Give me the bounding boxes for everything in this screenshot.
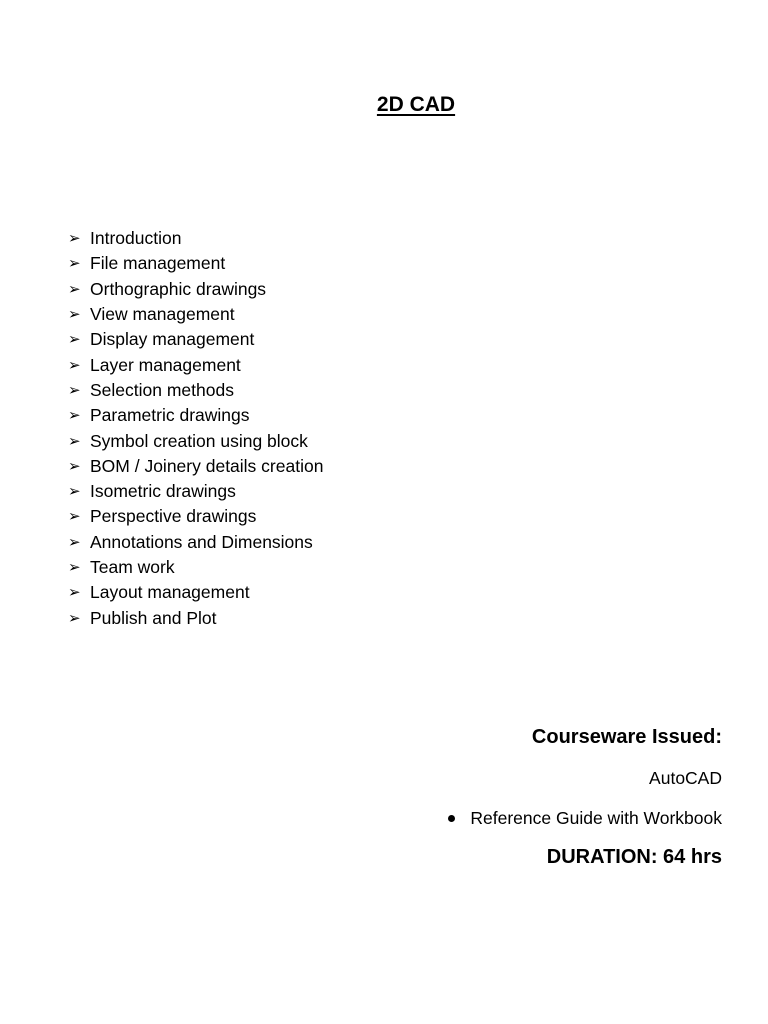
list-item (68, 504, 323, 529)
arrow-bullet-icon: ➢ (68, 255, 81, 273)
list-item (68, 327, 323, 352)
list-item (68, 580, 323, 605)
bullet-dot-icon (448, 815, 455, 822)
topic-label: File management (90, 253, 226, 274)
duration-label: DURATION: 64 hrs (546, 846, 722, 868)
list-item (68, 428, 323, 453)
courseware-item-label: Reference Guide with Workbook (470, 808, 722, 828)
arrow-bullet-icon: ➢ (68, 331, 81, 349)
list-item (68, 277, 323, 302)
arrow-bullet-icon: ➢ (68, 230, 81, 248)
topic-label: Team work (90, 557, 175, 577)
topic-label: Layout management (90, 582, 250, 603)
topic-label: Perspective drawings (90, 506, 257, 527)
topic-label: Publish and Plot (90, 607, 217, 628)
topic-label: Parametric drawings (90, 405, 250, 426)
arrow-bullet-icon: ➢ (68, 457, 81, 475)
courseware-product: AutoCAD (649, 768, 722, 788)
arrow-bullet-icon: ➢ (68, 407, 81, 425)
arrow-bullet-icon: ➢ (68, 483, 81, 501)
list-item (68, 605, 323, 630)
arrow-bullet-icon: ➢ (68, 432, 81, 450)
page-title: 2D CAD (376, 93, 456, 116)
arrow-bullet-icon: ➢ (68, 584, 81, 602)
courseware-item (448, 808, 722, 829)
topic-list (68, 226, 323, 631)
arrow-bullet-icon: ➢ (68, 280, 81, 298)
arrow-bullet-icon: ➢ (68, 381, 81, 399)
list-item (68, 454, 323, 479)
topic-label: Symbol creation using block (90, 430, 308, 451)
topic-label: Introduction (90, 228, 182, 249)
topic-label: Annotations and Dimensions (90, 531, 313, 552)
topic-label: Selection methods (90, 379, 234, 400)
list-item (68, 403, 323, 428)
list-item (68, 302, 323, 327)
list-item (68, 226, 323, 251)
topic-label: View management (90, 304, 235, 325)
list-item (68, 530, 323, 555)
list-item (68, 251, 323, 276)
courseware-heading: Courseware Issued: (531, 726, 722, 748)
list-item (68, 352, 323, 377)
arrow-bullet-icon: ➢ (68, 609, 81, 627)
list-item (68, 378, 323, 403)
topic-label: Orthographic drawings (90, 278, 267, 299)
arrow-bullet-icon: ➢ (68, 559, 81, 576)
arrow-bullet-icon: ➢ (68, 533, 81, 551)
list-item (68, 555, 323, 580)
arrow-bullet-icon: ➢ (68, 306, 81, 324)
topic-label: Layer management (90, 354, 241, 375)
topic-label: BOM / Joinery details creation (90, 455, 324, 476)
topic-label: Display management (90, 329, 255, 350)
topic-label: Isometric drawings (90, 481, 236, 502)
list-item (68, 479, 323, 504)
arrow-bullet-icon: ➢ (68, 508, 81, 526)
arrow-bullet-icon: ➢ (68, 356, 81, 374)
